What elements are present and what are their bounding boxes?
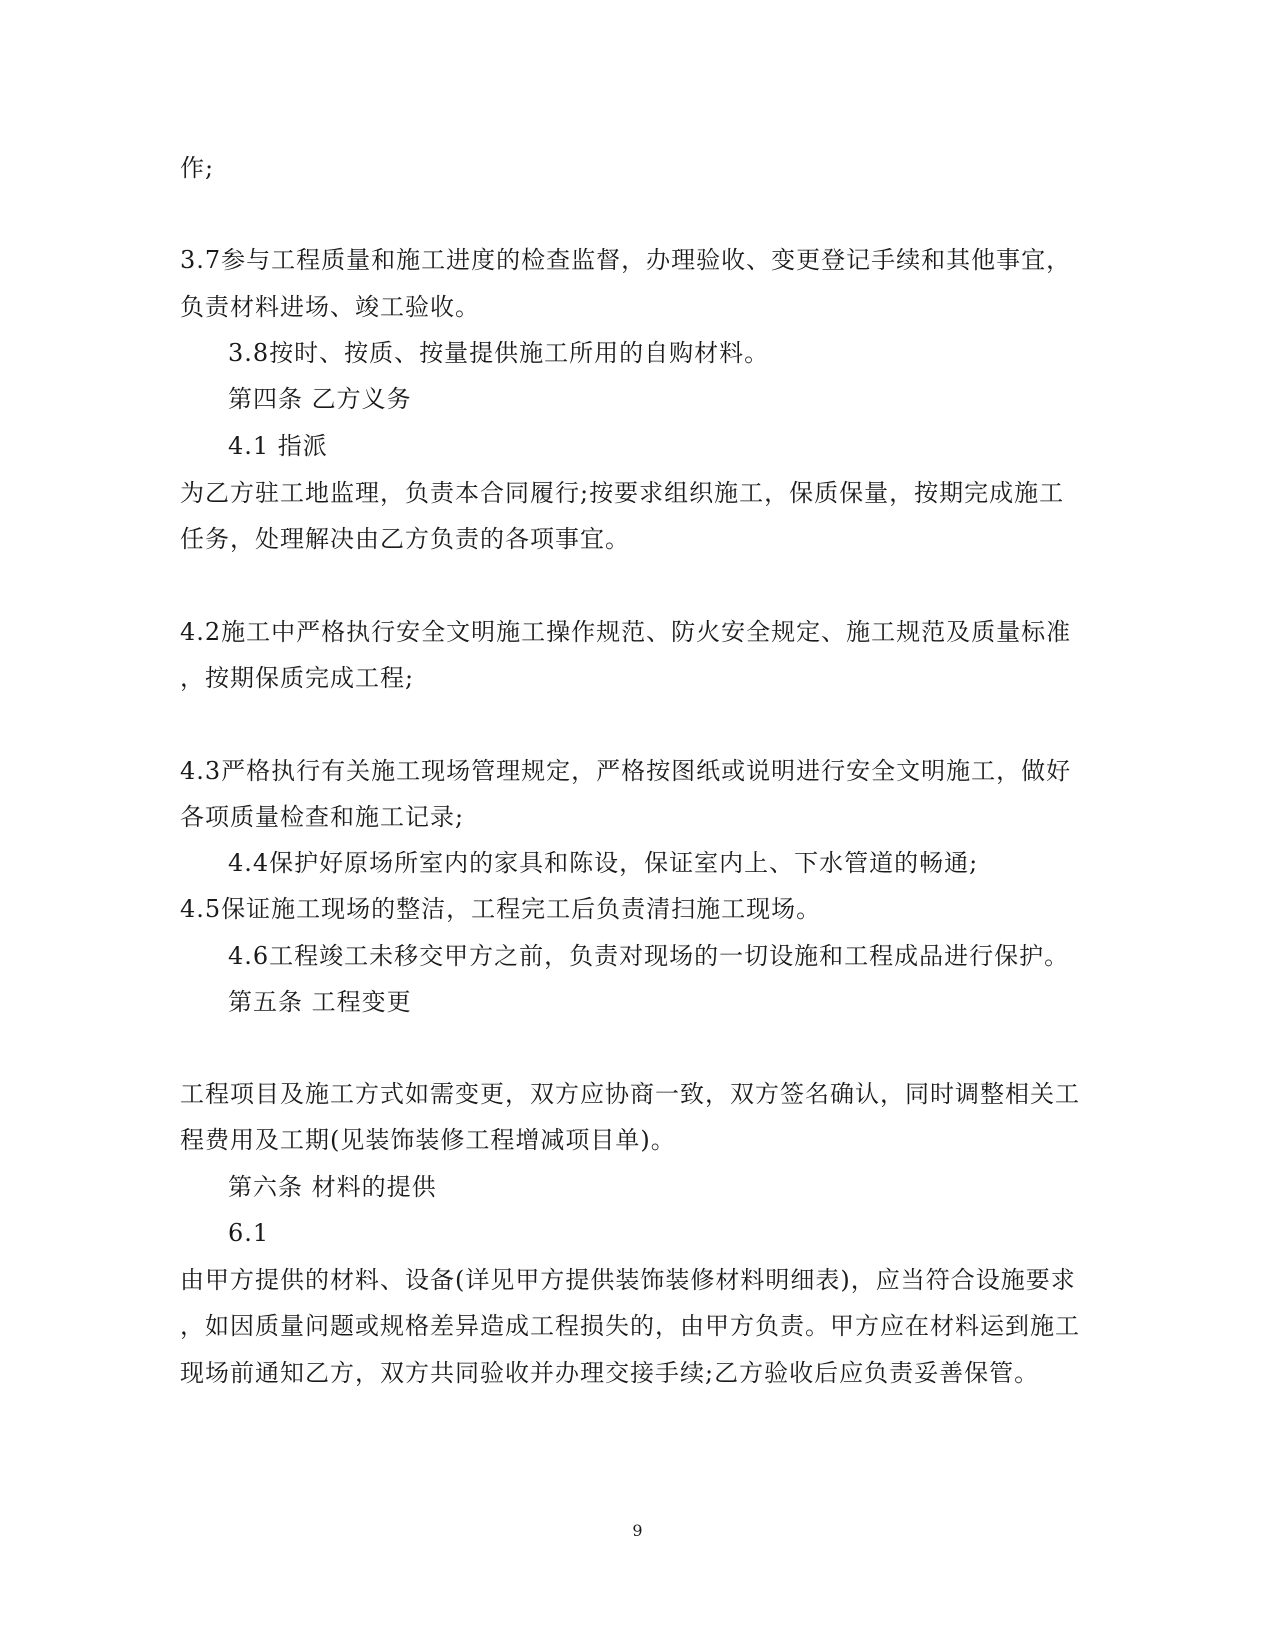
text-line: 3.7参与工程质量和施工进度的检查监督，办理验收、变更登记手续和其他事宜， bbox=[180, 246, 1072, 274]
text-line: 4.5保证施工现场的整洁，工程完工后负责清扫施工现场。 bbox=[180, 895, 822, 923]
text-line: 任务，处理解决由乙方负责的各项事宜。 bbox=[180, 525, 630, 553]
text-line: 4.6工程竣工未移交甲方之前，负责对现场的一切设施和工程成品进行保护。 bbox=[228, 942, 1070, 970]
text-line: 4.1 指派 bbox=[228, 432, 328, 460]
text-line: 负责材料进场、竣工验收。 bbox=[180, 293, 480, 321]
text-line: ，如因质量问题或规格差异造成工程损失的，由甲方负责。甲方应在材料运到施工 bbox=[180, 1312, 1080, 1340]
text-line: ，按期保质完成工程; bbox=[180, 664, 415, 692]
text-line: 工程项目及施工方式如需变更，双方应协商一致，双方签名确认，同时调整相关工 bbox=[180, 1080, 1080, 1108]
section-heading: 第四条 乙方义务 bbox=[228, 385, 412, 413]
text-line: 为乙方驻工地监理，负责本合同履行;按要求组织施工，保质保量，按期完成施工 bbox=[180, 479, 1065, 507]
text-line: 3.8按时、按质、按量提供施工所用的自购材料。 bbox=[228, 339, 770, 367]
text-line: 各项质量检查和施工记录; bbox=[180, 803, 465, 831]
text-line: 由甲方提供的材料、设备(详见甲方提供装饰装修材料明细表)，应当符合设施要求 bbox=[180, 1266, 1076, 1294]
text-line: 现场前通知乙方，双方共同验收并办理交接手续;乙方验收后应负责妥善保管。 bbox=[180, 1359, 1040, 1387]
page-number: 9 bbox=[632, 1521, 643, 1540]
text-line: 4.3严格执行有关施工现场管理规定，严格按图纸或说明进行安全文明施工，做好 bbox=[180, 757, 1072, 785]
text-line: 4.4保护好原场所室内的家具和陈设，保证室内上、下水管道的畅通; bbox=[228, 849, 979, 877]
section-heading: 第五条 工程变更 bbox=[228, 988, 412, 1016]
text-line: 4.2施工中严格执行安全文明施工操作规范、防火安全规定、施工规范及质量标准 bbox=[180, 618, 1072, 646]
section-heading: 第六条 材料的提供 bbox=[228, 1173, 437, 1201]
text-line: 6.1 bbox=[228, 1219, 270, 1247]
text-line: 作; bbox=[180, 154, 215, 182]
text-line: 程费用及工期(见装饰装修工程增减项目单)。 bbox=[180, 1126, 676, 1154]
